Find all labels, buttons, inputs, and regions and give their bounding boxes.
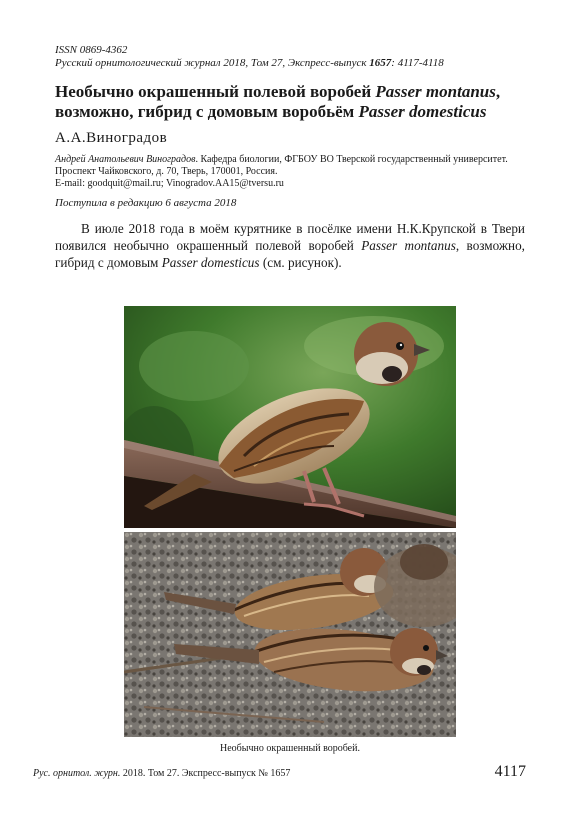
body-text-1: В июле 2018 года в моём курятнике в посёлке имени Н.К.Крупской в Твери появился необычно окрашенный полевой воробей [55,221,525,253]
sparrow-photo-bottom [124,532,456,737]
affiliation [55,154,525,190]
author-full-name: Андрей Анатольевич Виноградов [55,154,196,165]
page-number: 4117 [494,763,526,780]
page-content [55,44,525,271]
body-species-2: Passer domesticus [161,255,260,270]
footer-issue: 2018. Том 27. Экспресс-выпуск № 1657 [120,768,291,779]
body-text-2: , возможно, гибрид с домовым [55,238,525,270]
issn: ISSN 0869-4362 [55,44,128,56]
received-date: Поступила в редакцию 6 августа 2018 [55,197,237,209]
title-species-1: Passer montanus [375,82,496,101]
title-part-2: , возможно, гибрид с домовым воробьём [55,82,501,121]
body-species-1: Passer montanus [361,238,456,253]
journal-name: Русский орнитологический журнал 2018, Том 27, Экспресс-выпуск [55,57,370,69]
figure-caption: Необычно окрашенный воробей. [220,743,360,754]
journal-header [55,44,525,70]
page-range: : 4117-4118 [391,57,444,69]
issue-number: 1657 [369,57,392,69]
title-species-2: Passer domesticus [358,102,487,121]
body-text-3: (см. рисунок). [259,255,342,270]
author-email: E-mail: goodquit@mail.ru; Vinogradov.AA15@tversu.ru [55,178,284,189]
footer-citation [33,768,290,779]
title-part-1: Необычно окрашенный полевой воробей [55,82,376,101]
article-title [55,82,525,122]
journal-citation [55,57,525,70]
footer-journal: Рус. орнитол. журн. [33,768,121,779]
sparrow-photo-top [124,306,456,528]
body-paragraph [55,220,525,271]
affiliation-text: . Кафедра биологии, ФГБОУ ВО Тверской государственный университет. Проспект Чайковского, д. 70, Тверь, 170001, Россия. [55,154,508,177]
author-name: А.А.Виноградов [55,130,168,146]
